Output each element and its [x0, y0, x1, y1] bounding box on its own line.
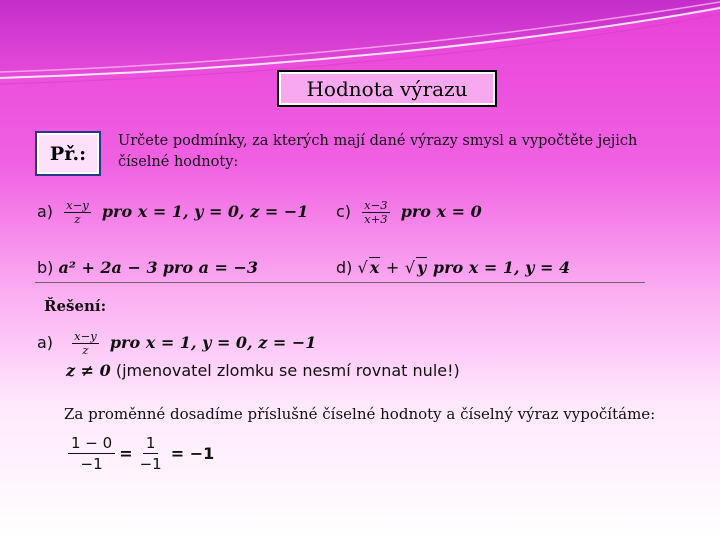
calc-fraction-1 [68, 433, 115, 474]
exercise-c-label: c) [336, 202, 352, 221]
restriction-formula: z ≠ 0 [66, 361, 111, 380]
exercise-c-fraction [362, 199, 389, 226]
radicand-x: x [369, 258, 380, 277]
solution-a-condition: pro x = 1, y = 0, z = −1 [109, 333, 317, 352]
example-label: Př.: [35, 131, 101, 176]
radicand-y: y [417, 258, 427, 277]
exercise-a-label: a) [37, 202, 54, 221]
exercise-b [37, 258, 258, 277]
fraction-numerator: 1 − 0 [68, 433, 115, 454]
exercise-a [37, 199, 308, 226]
sqrt-sign: √ [357, 258, 368, 277]
solution-a-expression [37, 330, 316, 357]
exercise-d [336, 258, 570, 277]
fraction-denominator: x+3 [364, 212, 388, 226]
task-instruction: Určete podmínky, za kterých mají dané výrazy smysl a vypočtěte jejich číselné hodnoty: [118, 133, 638, 170]
fraction-denominator: z [74, 212, 81, 226]
fraction-numerator: 1 [143, 433, 159, 454]
exercise-a-fraction [64, 199, 91, 226]
plus-sign: + [385, 258, 400, 277]
equals-sign: = [119, 444, 133, 463]
exercise-a-condition: pro x = 1, y = 0, z = −1 [101, 202, 309, 221]
fraction-numerator: x−3 [364, 198, 388, 212]
exercise-b-condition: pro a = −3 [162, 258, 259, 277]
section-divider [35, 282, 645, 283]
fraction-numerator: x−y [74, 329, 97, 343]
solution-a-fraction [72, 330, 99, 357]
fraction-denominator: −1 [80, 455, 103, 473]
fraction-numerator: x−y [66, 198, 89, 212]
exercise-b-expression: a² + 2a − 3 [58, 258, 158, 277]
solution-a-label: a) [37, 333, 54, 352]
calc-result: = −1 [170, 444, 215, 463]
exercise-b-label: b) [37, 258, 54, 277]
sqrt-sign: √ [404, 258, 416, 277]
solution-label: Řešení: [44, 297, 107, 315]
calc-fraction-2 [137, 433, 165, 474]
exercise-c [336, 199, 482, 226]
solution-restriction [66, 361, 460, 380]
page-title: Hodnota výrazu [277, 70, 497, 107]
fraction-denominator: z [82, 343, 89, 357]
exercise-d-label: d) [336, 258, 353, 277]
exercise-c-condition: pro x = 0 [400, 202, 482, 221]
substitution-text: Za proměnné dosadíme příslušné číselné hodnoty a číselný výraz vypočítáme: [64, 405, 656, 423]
fraction-denominator: −1 [139, 455, 162, 473]
restriction-note: (jmenovatel zlomku se nesmí rovnat nule!) [115, 361, 460, 380]
exercise-d-expression [358, 258, 433, 277]
exercise-d-condition: pro x = 1, y = 4 [432, 258, 571, 277]
calculation [64, 433, 214, 474]
